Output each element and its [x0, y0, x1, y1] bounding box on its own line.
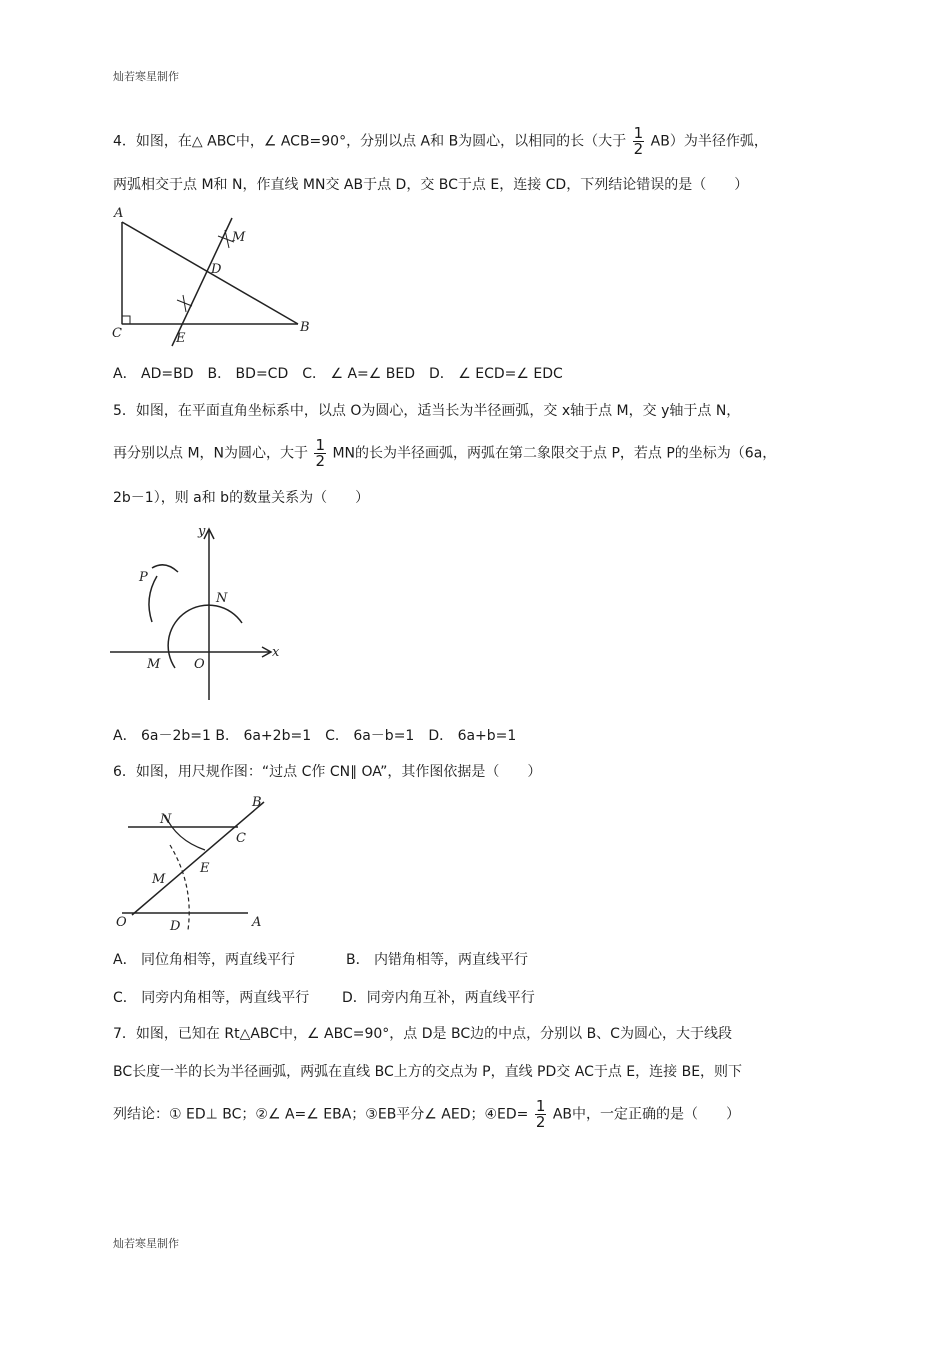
q5-line-1: 5．如图，在平面直角坐标系中，以点 O为圆心，适当长为半径画弧，交 x轴于点 M，交 y轴于点 N， [113, 403, 741, 419]
q5-label-x: x [272, 645, 280, 660]
q6-option-a: A． 同位角相等，两直线平行 [113, 952, 296, 968]
q6-line-1: 6．如图，用尺规作图：“过点 C作 CN∥ OA”，其作图依据是（ ） [113, 764, 542, 780]
q5-label-o: O [194, 657, 205, 672]
q5-options: A． 6a－2b=1 B． 6a+2b=1 C． 6a－b=1 D． 6a+b=1 [113, 728, 517, 744]
q4-options: A． AD=BD B． BD=CD C． ∠ A=∠ BED D． ∠ ECD=∠ EDC [113, 366, 563, 382]
fraction-half: $\frac{1}{2}$ [535, 1097, 546, 1131]
q5-label-m: M [147, 657, 161, 672]
fraction-half: $\frac{1}{2}$ [633, 124, 644, 158]
q4-label-m: M [232, 230, 246, 245]
q6-option-d: D．同旁内角互补，两直线平行 [342, 990, 535, 1006]
q6-label-o: O [116, 915, 127, 930]
q6-label-b: B [252, 795, 262, 810]
q6-figure [110, 790, 285, 940]
q7-text-3b: AB中，一定正确的是（ ） [552, 1106, 741, 1123]
q6-label-d: D [170, 919, 181, 934]
q6-label-e: E [200, 861, 210, 876]
q4-label-d: D [211, 262, 222, 277]
q4-label-c: C [112, 326, 122, 341]
q5-line-2 [113, 438, 776, 469]
q6-option-c: C． 同旁内角相等，两直线平行 [113, 990, 310, 1006]
q7-line-3 [113, 1099, 740, 1130]
q6-option-b: B． 内错角相等，两直线平行 [346, 952, 529, 968]
q6-label-n: N [160, 812, 172, 827]
q6-label-c: C [236, 831, 246, 846]
q7-text-3a: 列结论：① ED⊥ BC；②∠ A=∠ EBA；③EB平分∠ AED；④ED= [113, 1106, 529, 1123]
q4-figure [110, 200, 320, 348]
q5-line-3: 2b－1），则 a和 b的数量关系为（ ） [113, 490, 370, 506]
q4-line-2: 两弧相交于点 M和 N，作直线 MN交 AB于点 D，交 BC于点 E，连接 CD，下列结论错误的是（ ） [113, 177, 749, 193]
q6-label-m: M [152, 872, 166, 887]
q4-text-1a: 4．如图，在△ ABC中，∠ ACB=90°，分别以点 A和 B为圆心，以相同的长（大于 [113, 133, 627, 150]
q6-label-a: A [252, 915, 262, 930]
q4-label-e: E [176, 331, 186, 346]
fraction-half: $\frac{1}{2}$ [315, 436, 326, 470]
q5-label-n: N [216, 591, 228, 606]
q5-text-2b: MN的长为半径画弧，两弧在第二象限交于点 P，若点 P的坐标为（6a， [332, 445, 777, 462]
page-header: 灿若寒星制作 [113, 70, 179, 83]
q5-figure [110, 520, 290, 705]
q4-text-1b: AB）为半径作弧， [650, 133, 768, 150]
q4-label-b: B [300, 320, 310, 335]
q4-label-a: A [114, 206, 124, 221]
q5-label-y: y [198, 524, 206, 539]
page-footer: 灿若寒星制作 [113, 1237, 179, 1250]
q7-line-2: BC长度一半的长为半径画弧，两弧在直线 BC上方的交点为 P，直线 PD交 AC于点 E，连接 BE，则下 [113, 1064, 743, 1080]
q5-label-p: P [139, 570, 148, 585]
q4-line-1 [113, 126, 768, 157]
q5-text-2a: 再分别以点 M，N为圆心，大于 [113, 445, 309, 462]
q7-line-1: 7．如图，已知在 Rt△ABC中，∠ ABC=90°，点 D是 BC边的中点，分别以 B、C为圆心，大于线段 [113, 1026, 732, 1042]
